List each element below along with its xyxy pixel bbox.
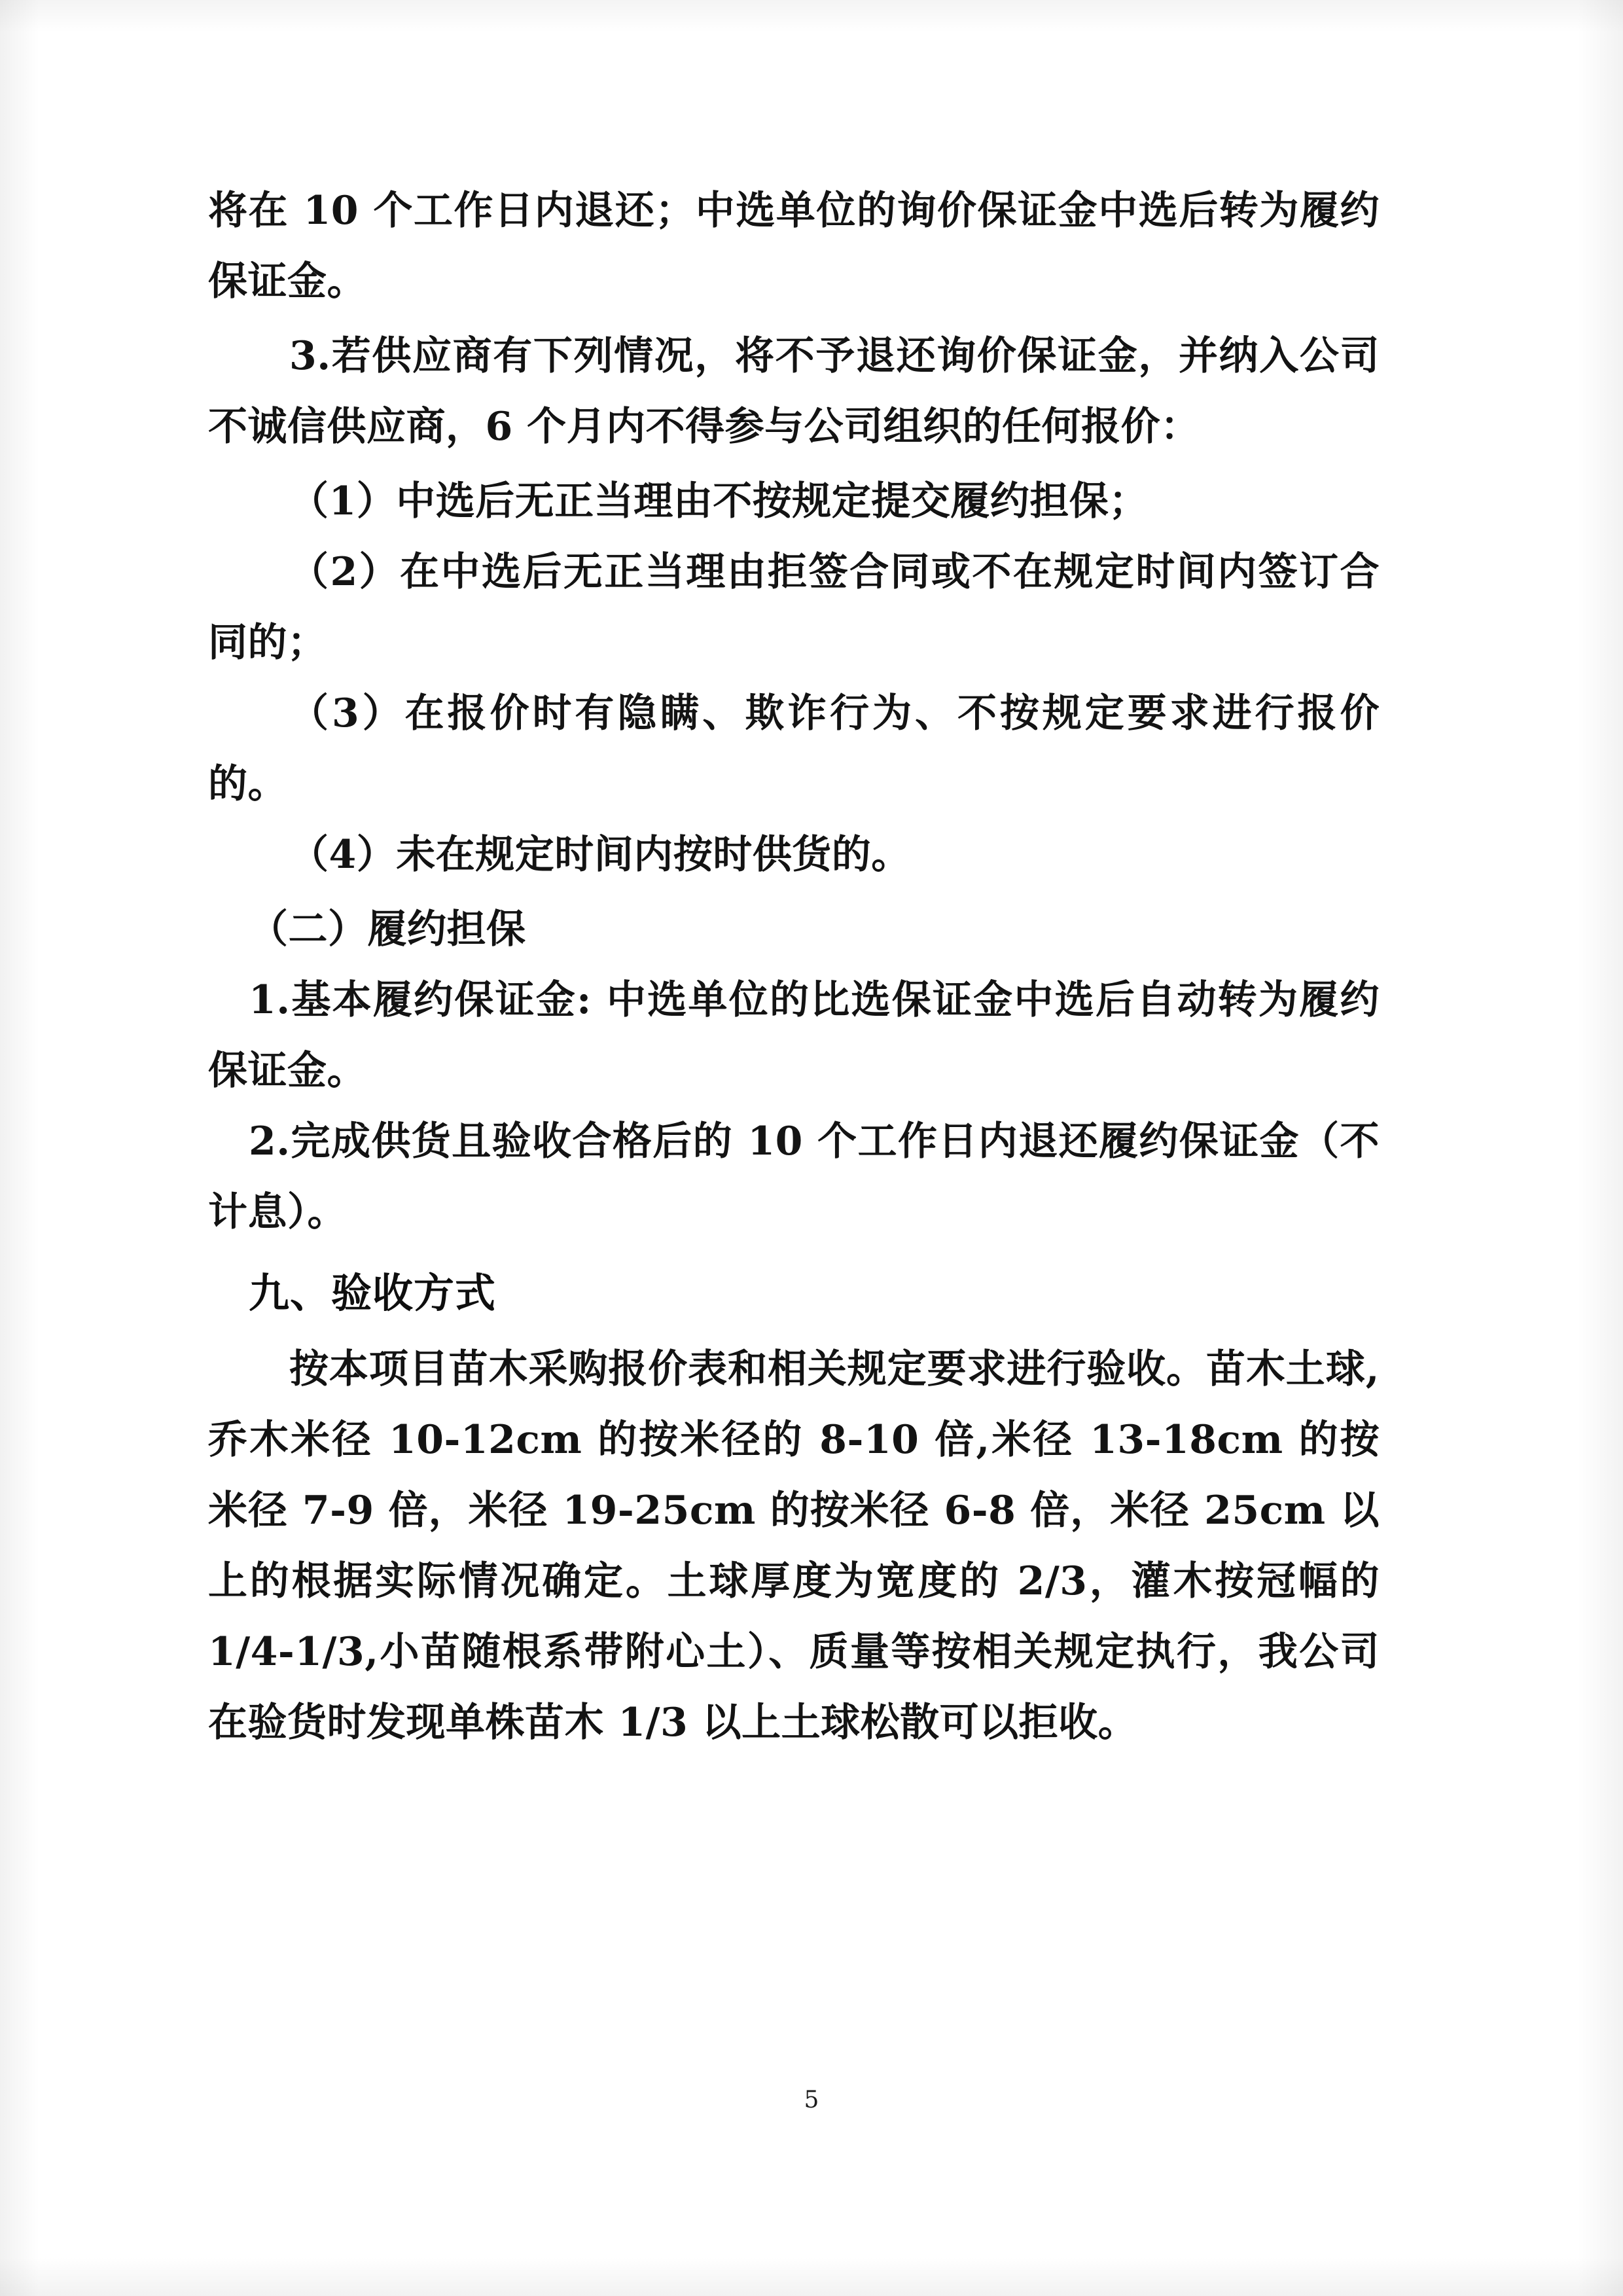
paragraph-item-2: （2）在中选后无正当理由拒签合同或不在规定时间内签订合同的；	[208, 549, 1380, 666]
paragraph-item-4: （4）未在规定时间内按时供货的。	[289, 832, 911, 878]
section-heading-acceptance: 九、验收方式	[249, 1269, 497, 1317]
subheading-performance-guarantee: （二）履约担保	[249, 906, 526, 952]
paragraph-continuation: 将在 10 个工作日内退还；中选单位的询价保证金中选后转为履约保证金。	[208, 188, 1380, 304]
section-spacer	[208, 1247, 1380, 1257]
page-number: 5	[804, 2087, 819, 2113]
scan-shadow-top	[0, 0, 1623, 33]
paragraph-clause-3: 3.若供应商有下列情况，将不予退还询价保证金，并纳入公司不诚信供应商，6 个月内不得参与公司组织的任何报价：	[208, 333, 1380, 450]
scan-shadow-left	[0, 0, 39, 2296]
scan-shadow-bottom	[0, 2257, 1623, 2296]
paragraph-acceptance-details: 按本项目苗木采购报价表和相关规定要求进行验收。苗木土球,乔木米径 10-12cm 的按米径的 8-10 倍,米径 13-18cm 的按米径 7-9 倍，米径 19-25cm 的按米径 6-8 倍，米径 25cm 以上的根据实际情况确定。土球厚度为宽度的 2/3，灌木按冠幅的 1/4-1/3,小苗随根系带附心土）、质量等按相关规定执行，我公司在验货时发现单株苗木 1/3 以上土球松散可以拒收。	[208, 1346, 1380, 1746]
paragraph-item-3: （3）在报价时有隐瞒、欺诈行为、不按规定要求进行报价的。	[208, 691, 1380, 807]
paragraph-item-1: （1）中选后无正当理由不按规定提交履约担保；	[289, 478, 1149, 524]
paragraph-basic-guarantee: 1.基本履约保证金: 中选单位的比选保证金中选后自动转为履约保证金。	[208, 977, 1380, 1094]
document-text-column	[208, 175, 1380, 1758]
paragraph-guarantee-refund: 2.完成供货且验收合格后的 10 个工作日内退还履约保证金（不计息）。	[208, 1119, 1380, 1235]
scan-shadow-right	[1577, 0, 1623, 2296]
